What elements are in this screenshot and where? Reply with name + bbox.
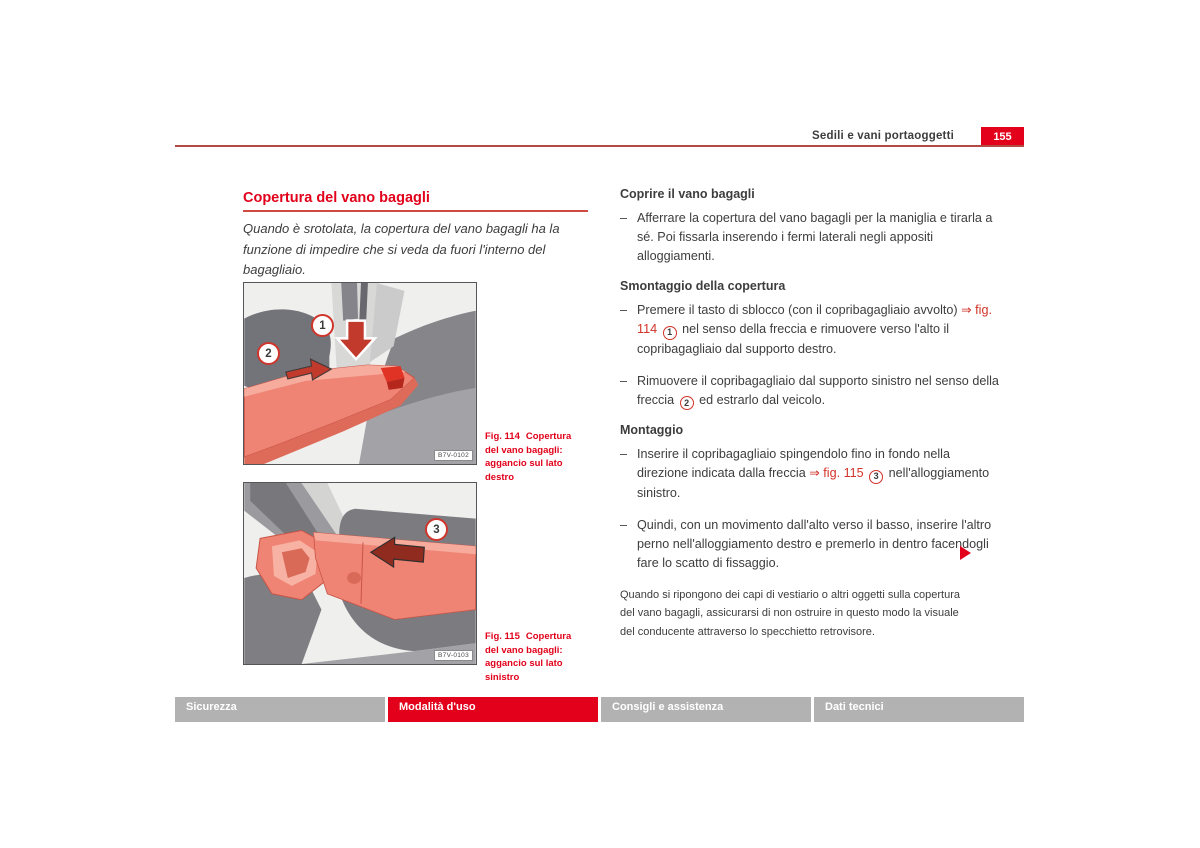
bullet-item	[620, 301, 1004, 359]
nav-tab-modalita-duso[interactable]: Modalità d'uso	[388, 697, 598, 722]
nav-tab-consigli-e-assistenza[interactable]: Consigli e assistenza	[601, 697, 811, 722]
fig-114-reference-link[interactable]: ⇒ fig. 114	[637, 303, 992, 336]
header-section-title: Sedili e vani portaoggetti	[812, 130, 954, 142]
bullet-item	[620, 372, 1004, 411]
bullet-dash: –	[620, 517, 628, 532]
note-text: Quando si ripongono dei capi di vestiario o altri oggetti sulla copertura del vano bagagli, assicurarsi di non ostruire in questo modo la visuale del conducente attraverso lo specchietto retrovisore.	[620, 588, 960, 638]
header-rule	[175, 145, 1024, 147]
bullet-dash: –	[620, 303, 628, 317]
footer-nav	[175, 697, 1024, 722]
bullet-item	[620, 516, 1004, 573]
inline-callout-1: 1	[663, 326, 677, 340]
right-column	[620, 187, 1004, 641]
nav-tab-sicurezza[interactable]: Sicurezza	[175, 697, 385, 722]
nav-tab-dati-tecnici[interactable]: Dati tecnici	[814, 697, 1024, 722]
figure-115	[243, 482, 477, 665]
continuation-arrow-icon	[960, 546, 971, 560]
page-number-badge: 155	[981, 127, 1024, 147]
section-heading-smontaggio: Smontaggio della copertura	[620, 279, 786, 293]
bullet-text: Quindi, con un movimento dall'alto verso il basso, inserire l'altro perno nell'alloggiamento destro e premerlo in dentro facendogli fare lo scatto di fissaggio.	[637, 517, 992, 570]
inline-callout-3: 3	[869, 470, 883, 484]
trunk-left-hook-illustration	[244, 483, 476, 664]
callout-2-badge: 2	[257, 342, 280, 365]
figure-label: Fig. 115	[485, 631, 520, 642]
bullet-dash: –	[620, 211, 628, 225]
bullet-dash: –	[620, 447, 628, 461]
fig-115-reference-link[interactable]: ⇒ fig. 115	[809, 466, 864, 480]
bullet-text: Inserire il copribagagliaio spingendolo fino in fondo nella direzione indicata dalla freccia ⇒ fig. 115 3 nell'alloggiamento sinistro.	[637, 447, 990, 500]
bullet-dash: –	[620, 373, 628, 388]
trunk-right-hook-illustration	[244, 283, 476, 464]
figure-115-caption	[485, 630, 583, 684]
article-title: Copertura del vano bagagli	[243, 190, 430, 206]
bullet-text: Rimuovere il copribagagliaio dal supporto sinistro nel senso della freccia 2 ed estrarlo dal veicolo.	[637, 372, 1004, 411]
callout-3-badge: 3	[425, 518, 448, 541]
bullet-text: Afferrare la copertura del vano bagagli per la maniglia e tirarla a sé. Poi fissarla inserendo i fermi laterali negli appositi alloggiamenti.	[637, 211, 993, 263]
bullet-item	[620, 209, 1004, 266]
figure-label: Fig. 114	[485, 431, 520, 442]
figure-code-label: B7V-0103	[434, 650, 473, 661]
bullet-text: Premere il tasto di sblocco (con il copribagagliaio avvolto) ⇒ fig. 114 1 nel senso della freccia e rimuovere verso l'alto il copribagagliaio dal supporto destro.	[637, 303, 992, 356]
callout-1-badge: 1	[311, 314, 334, 337]
article-intro: Quando è srotolata, la copertura del vano bagagli ha la funzione di impedire che si veda da fuori l'interno del bagagliaio.	[243, 221, 560, 277]
inline-callout-2: 2	[680, 396, 694, 410]
bullet-item	[620, 445, 1004, 503]
figure-114	[243, 282, 477, 465]
figure-code-label: B7V-0102	[434, 450, 473, 461]
figure-114-caption	[485, 430, 583, 484]
figure-caption-text: Copertura del vano bagagli: aggancio sul lato sinistro	[485, 631, 572, 683]
section-heading-coprire: Coprire il vano bagagli	[620, 187, 755, 201]
section-heading-montaggio: Montaggio	[620, 423, 684, 437]
figure-caption-text: Copertura del vano bagagli: aggancio sul lato destro	[485, 431, 572, 483]
article-title-rule	[243, 210, 588, 212]
seatbelt-slot-shape	[341, 283, 358, 321]
